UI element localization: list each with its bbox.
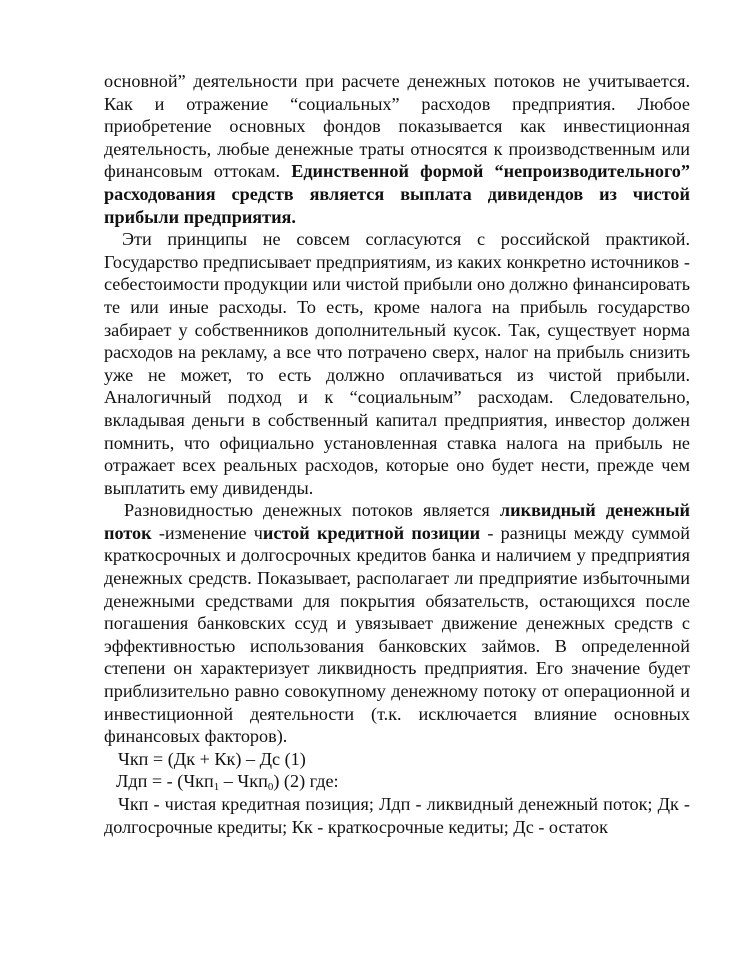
document-page <box>104 70 690 838</box>
paragraph-text: Разновидностью денежных потоков является <box>124 500 500 521</box>
definitions-text: Чкп - чистая кредитная позиция; Лдп - ликвидный денежный поток; Дк - долгосрочные кредиты; Кк - краткосрочные кедиты; Дс - остаток <box>104 794 690 837</box>
paragraph-text: Эти принципы не совсем согласуются с российской практикой. Государство предписывает предприятиям, из каких конкретно источников - себестоимости продукции или чистой прибыли оно должно финансировать те или иные расходы. То есть, кроме налога на прибыль государство забирает у собственников дополнительный кусок. Так, существует норма расходов на рекламу, а все что потрачено сверх, налог на прибыль снизить уже не может, то есть должно оплачиваться из чистой прибыли. Аналогичный подход и к “социальным” расходам. Следовательно, вкладывая деньги в собственный капитал предприятия, инвестор должен помнить, что официально установленная ставка налога на прибыль не отражает всех реальных расходов, которые оно будет нести, прежде чем выплатить ему дивиденды. <box>104 229 690 498</box>
formula-text: ) (2) где: <box>273 771 339 792</box>
formula-text: Лдп = - (Чкп <box>116 771 214 792</box>
formula-text: Чкп = (Дк + Кк) – Дс (1) <box>118 748 306 769</box>
term-liquid-cash-flow: ликвидный денежный поток <box>104 500 690 543</box>
paragraph-text: основной” деятельности при расчете денежных потоков не учитывается. Как и отражение “социальных” расходов предприятия. Любое приобретение основных фондов показывается как инвестиционная деятельность, любые денежные траты относятся к производственным или финансовым оттокам. <box>104 71 690 182</box>
formula-text: – Чкп <box>219 771 268 792</box>
term-net-credit-position: истой кредитной позиции <box>262 522 481 543</box>
paragraph-text: -изменение ч <box>151 522 263 543</box>
subscript: 0 <box>267 781 274 794</box>
paragraph-russian-practice <box>104 228 690 499</box>
formula-1 <box>104 748 690 771</box>
paragraph-principles-end <box>104 70 690 228</box>
paragraph-liquid-cash-flow <box>104 499 690 748</box>
bold-statement-dividends: Единственной формой “непроизводительного” расходования средств является выплата дивидендов из чистой прибыли предприятия. <box>104 161 690 227</box>
definitions-paragraph <box>104 793 690 838</box>
paragraph-text: - разницы между суммой краткосрочных и долгосрочных кредитов банка и наличием у предприятия денежных средств. Показывает, располагает ли предприятие избыточными денежными средствами для покрытия обязательств, остающихся после погашения банковских ссуд и увязывает движение денежных средств с эффективностью использования банковских займов. В определенной степени он характеризует ликвидность предприятия. Его значение будет приблизительно равно совокупному денежному потоку от операционной и инвестиционной деятельности (т.к. исключается влияние основных финансовых факторов). <box>104 522 690 747</box>
formula-2 <box>104 770 690 793</box>
subscript: 1 <box>213 781 220 794</box>
